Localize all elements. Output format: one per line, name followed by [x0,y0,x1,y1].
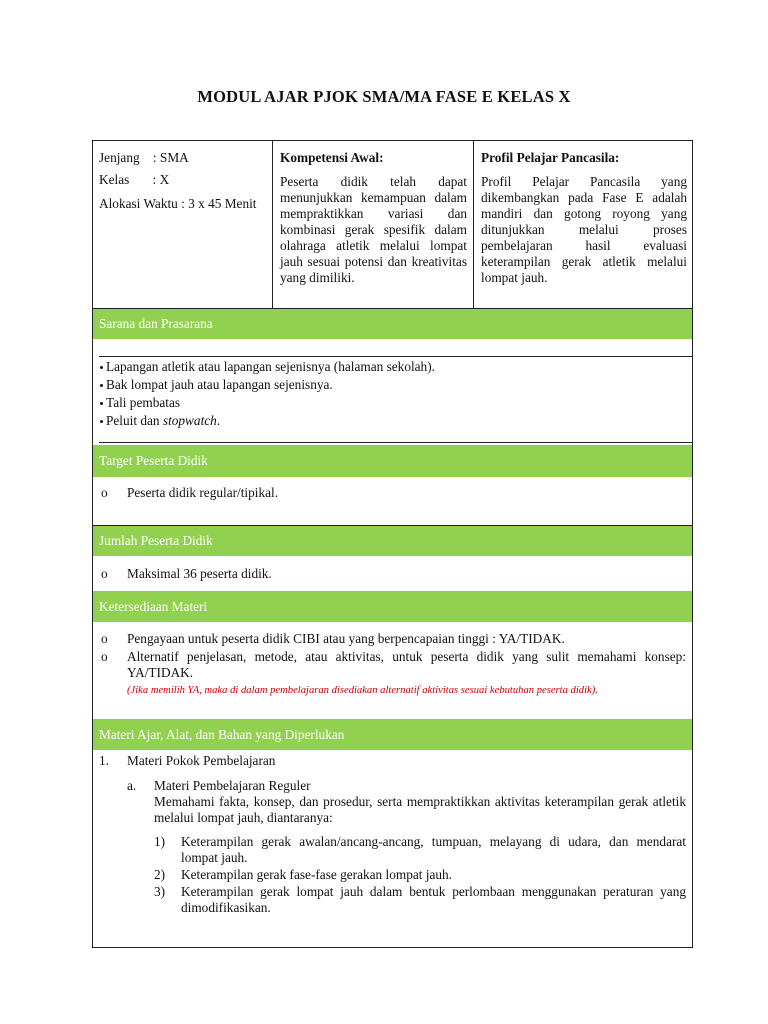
list-item [99,376,333,394]
profil-heading: Profil Pelajar Pancasila: [481,150,620,165]
sub-section-title: Materi Pembelajaran Reguler [154,778,311,793]
bullet-icon: o [101,566,108,581]
kelas-text: Kelas : X [99,172,170,187]
kompetensi-text: Peserta didik telah dapat menunjukkan kemampuan dalam mempraktikkan variasi dan kombinasi gerak spesifik dalam olahraga atletik melalui lompat jauh sesuai potensi dan kreativitas yang dimiliki. [280,174,467,285]
list-item [154,834,686,867]
list-item [154,884,686,917]
column-divider [272,141,273,308]
list-item-text: Peluit dan [106,413,163,428]
sarana-list-box [99,356,692,443]
list-item-text: Keterampilan gerak lompat jauh dalam bentuk perlombaan menggunakan peraturan yang dimodifikasikan. [181,884,686,915]
section-header-sarana: Sarana dan Prasarana [93,309,692,339]
numbered-list [154,834,686,917]
list-number: 1. [99,753,109,768]
alokasi-waktu-text: Alokasi Waktu : 3 x 45 Menit [99,196,257,211]
section-header-target: Target Peserta Didik [93,445,692,477]
profil-text: Profil Pelajar Pancasila yang dikembangkan pada Fase E adalah mandiri dan gotong royong yang ditunjukkan melalui proses pembelajaran hasil evaluasi keterampilan gerak atletik melalui lompat jauh. [481,174,687,285]
list-item [99,358,435,376]
list-item-text: Keterampilan gerak awalan/ancang-ancang, tumpuan, melayang di udara, dan mendarat lompat jauh. [181,834,686,865]
bullet-icon: o [101,649,108,664]
materi-pokok-title: Materi Pokok Pembelajaran [127,753,276,768]
kompetensi-heading: Kompetensi Awal: [280,150,384,165]
kompetensi-cell [280,150,467,286]
list-number: 1) [154,834,166,849]
bullet-icon [100,420,103,423]
bullet-icon [100,384,103,387]
list-item-text: Keterampilan gerak fase-fase gerakan lompat jauh. [181,867,452,882]
note-text: (Jika memilih YA, maka di dalam pembelajaran disediakan alternatif aktivitas sesuai kebutuhan peserta didik). [127,685,598,696]
sub-section-text: Memahami fakta, konsep, dan prosedur, serta mempraktikkan aktivitas keterampilan gerak atletik melalui lompat jauh, diantaranya: [154,794,686,825]
section-header-materi: Materi Ajar, Alat, dan Bahan yang Diperlukan [93,719,692,750]
bullet-icon: o [101,485,108,500]
sub-section [154,778,686,826]
bullet-icon [100,402,103,405]
list-item-text: Alternatif penjelasan, metode, atau aktivitas, untuk peserta didik yang sulit memahami konsep: YA/TIDAK. [127,649,686,680]
column-divider [473,141,474,308]
info-cell [99,150,265,212]
profil-cell [481,150,687,286]
list-item [99,412,220,430]
section-header-ketersediaan: Ketersediaan Materi [93,591,692,622]
jenjang-text: Jenjang : SMA [99,150,189,165]
module-table [92,140,693,948]
list-number: 2) [154,867,166,882]
list-item-text: Maksimal 36 peserta didik. [127,566,272,581]
list-item-text: Peserta didik regular/tipikal. [127,485,279,500]
list-letter: a. [127,778,137,793]
list-item [154,867,686,884]
list-item-text: Tali pembatas [106,395,181,410]
list-item-text: Bak lompat jauh atau lapangan sejenisnya. [106,377,333,392]
list-item-text: . [216,413,221,428]
document-title: MODUL AJAR PJOK SMA/MA FASE E KELAS X [197,87,571,106]
list-item-text: Pengayaan untuk peserta didik CIBI atau yang berpencapaian tinggi : YA/TIDAK. [127,631,565,646]
bullet-icon [100,366,103,369]
list-item [99,394,180,412]
list-number: 3) [154,884,166,899]
list-item-text: Lapangan atletik atau lapangan sejenisnya (halaman sekolah). [106,359,435,374]
bullet-icon: o [101,631,108,646]
list-item-italic-text: stopwatch [162,413,217,428]
section-header-jumlah: Jumlah Peserta Didik [93,526,692,556]
